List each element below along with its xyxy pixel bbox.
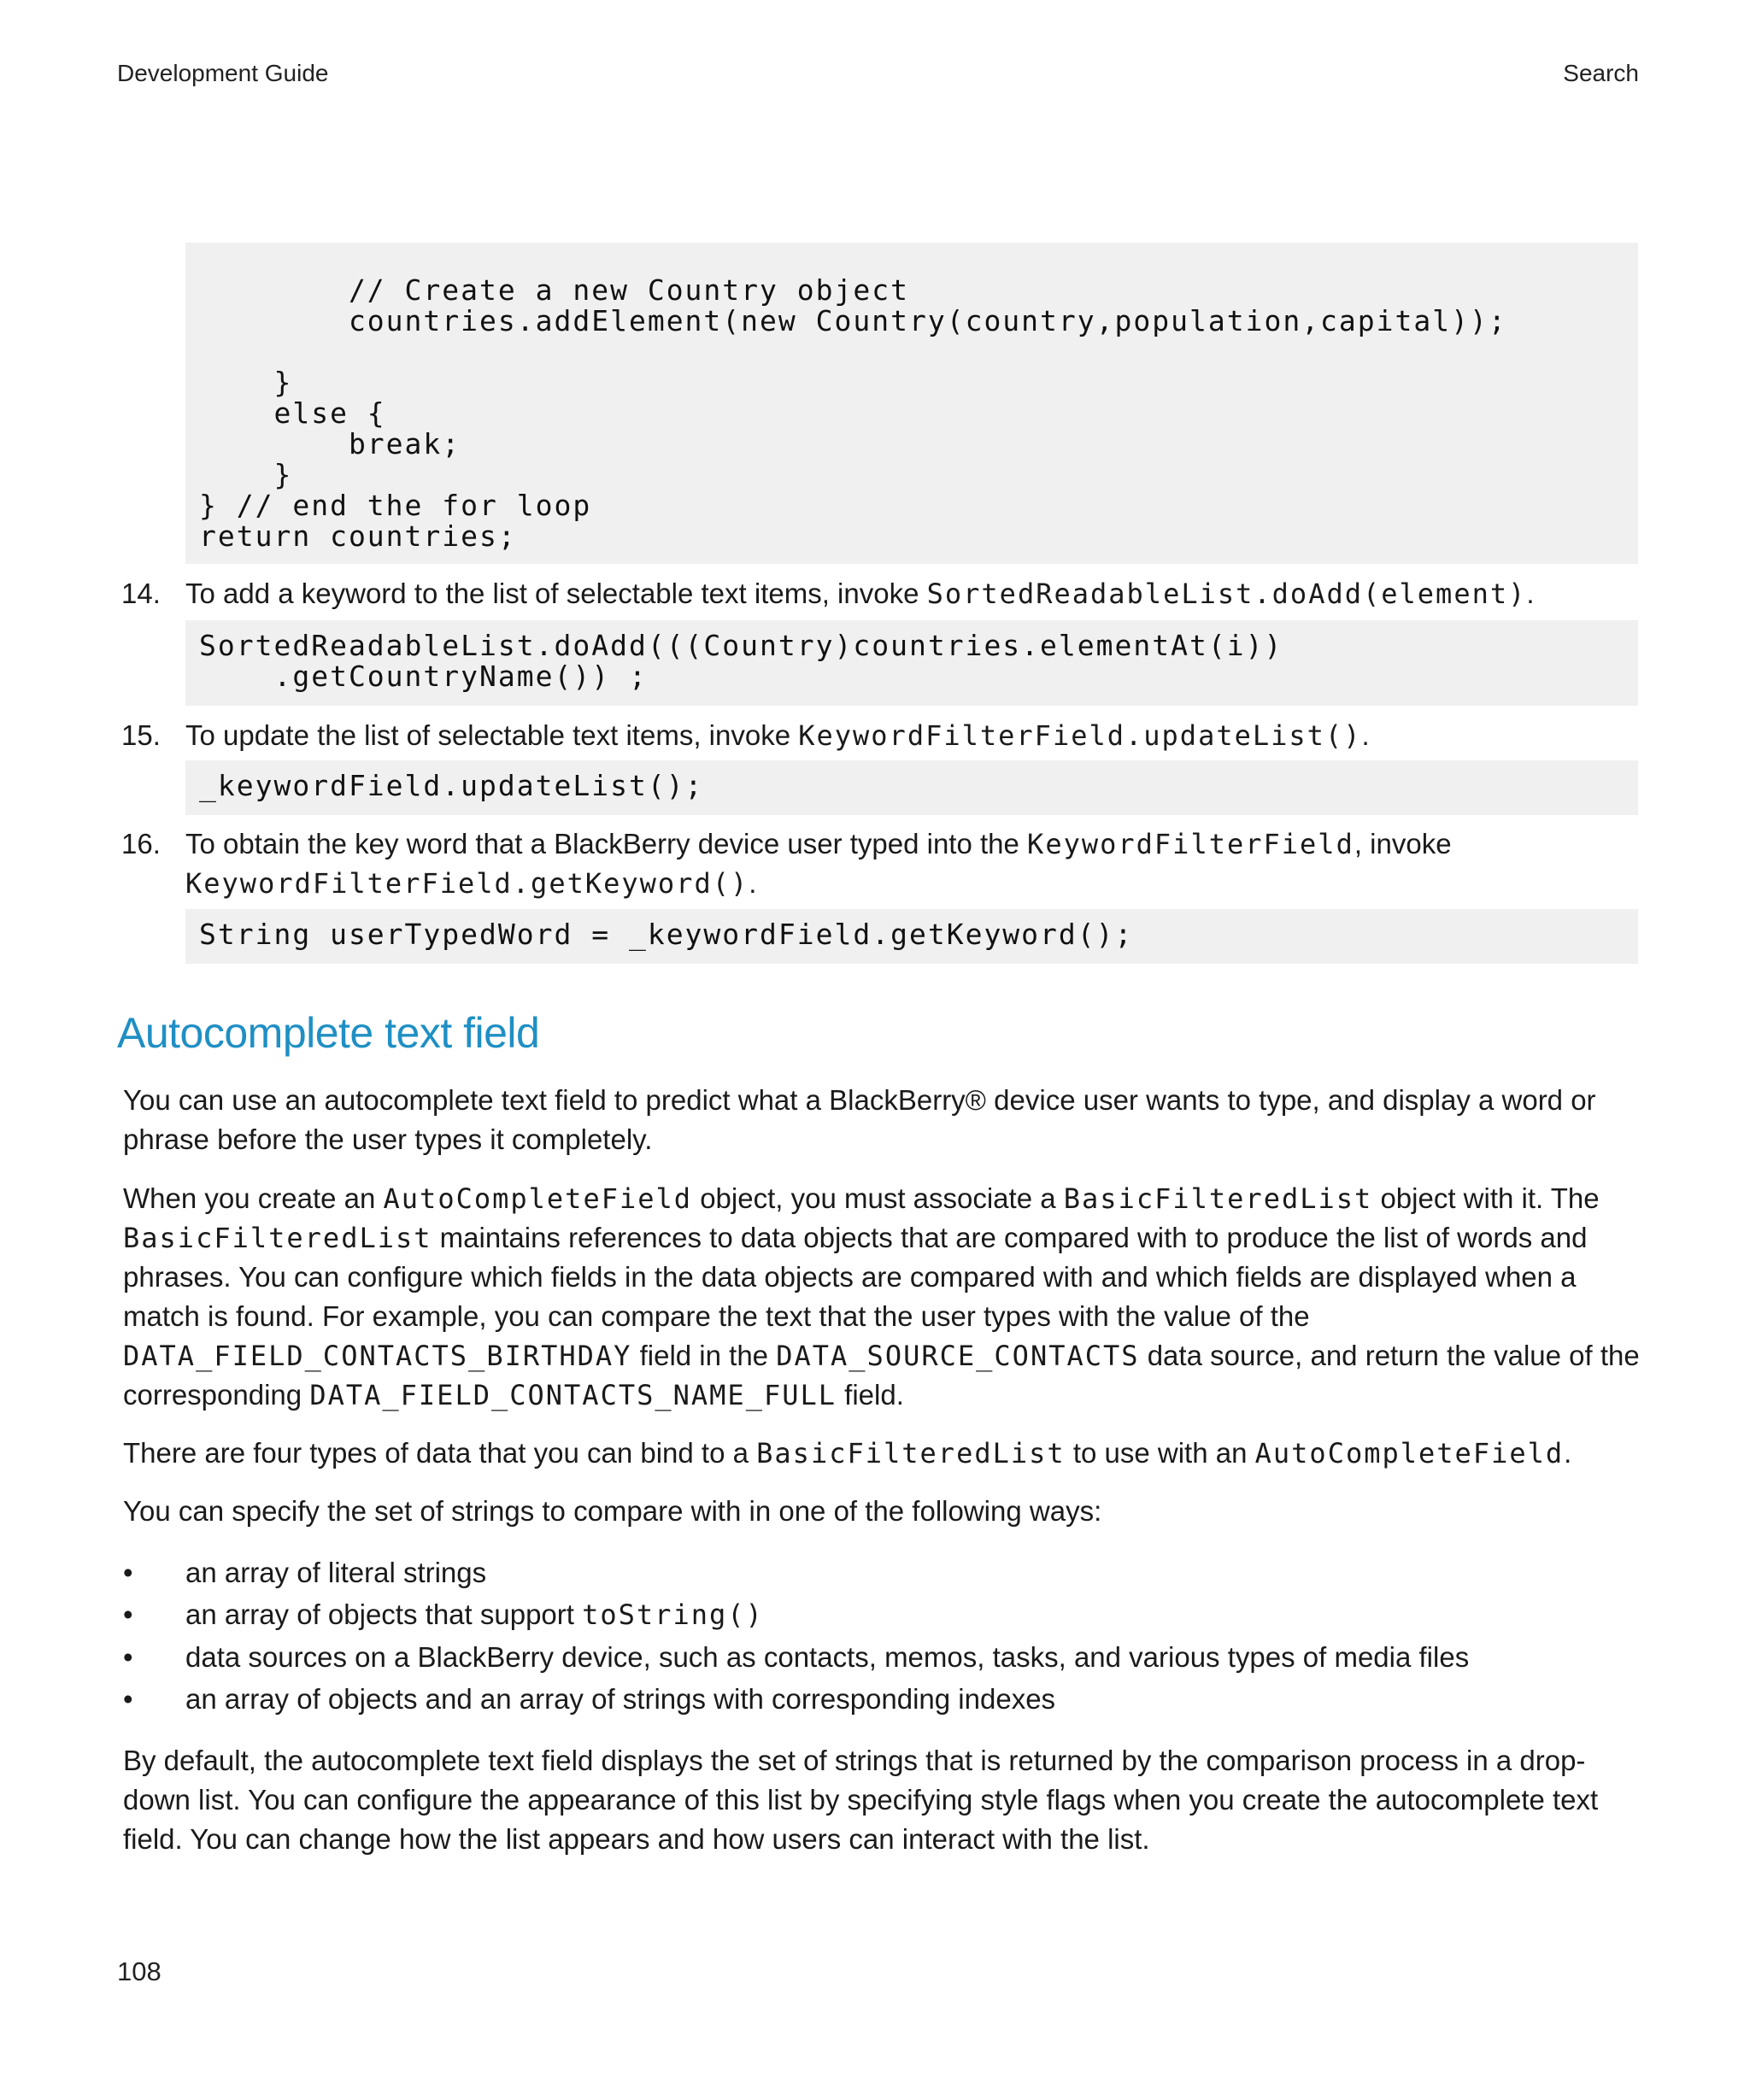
inline-code: BasicFilteredList	[756, 1437, 1066, 1469]
bullet-icon: •	[123, 1641, 133, 1673]
inline-code: toString()	[582, 1598, 764, 1631]
step-15	[121, 716, 1639, 755]
bullet-icon: •	[123, 1598, 133, 1630]
step-16	[121, 824, 1639, 903]
inline-code: BasicFilteredList	[123, 1222, 432, 1254]
paragraph-data-types: There are four types of data that you can bind to a BasicFilteredList to use with an AutoCompleteField.	[123, 1437, 1572, 1469]
step-number: 15.	[121, 719, 161, 751]
step-text: To obtain the key word that a BlackBerry device user typed into the KeywordFilterField, invoke KeywordFilterField.getKeyword().	[185, 828, 1452, 900]
inline-code: KeywordFilterField.updateList()	[798, 719, 1362, 752]
inline-code: DATA_FIELD_CONTACTS_NAME_FULL	[309, 1379, 837, 1411]
running-header-section: Search	[1563, 60, 1639, 86]
inline-code: SortedReadableList.doAdd(element)	[926, 578, 1527, 610]
step-text: To add a keyword to the list of selectable text items, invoke SortedReadableList.doAdd(element).	[185, 578, 1535, 610]
running-header-title: Development Guide	[117, 60, 329, 86]
inline-code: AutoCompleteField	[383, 1182, 693, 1215]
inline-code: BasicFilteredList	[1063, 1182, 1373, 1215]
section-heading: Autocomplete text field	[117, 1009, 540, 1057]
step-number: 14.	[121, 578, 161, 609]
list-item: • an array of objects that support toString()	[123, 1593, 1644, 1636]
step-14	[121, 574, 1639, 613]
inline-code: DATA_FIELD_CONTACTS_BIRTHDAY	[123, 1340, 632, 1372]
code-block-updatelist: _keywordField.updateList();	[185, 760, 1638, 815]
inline-code: DATA_SOURCE_CONTACTS	[776, 1340, 1140, 1372]
paragraph-association: When you create an AutoCompleteField object, you must associate a BasicFilteredList object with it. The BasicFilteredList maintains references to data objects that are compared with to produce the list of words and phrases. You can configure which fields in the data objects are compared with and which fields are displayed when a match is found. For example, you can compare the text that the user types with the value of the DATA_FIELD_CONTACTS_BIRTHDAY field in the DATA_SOURCE_CONTACTS data source, and return the value of the corresponding DATA_FIELD_CONTACTS_NAME_FULL field.	[123, 1182, 1640, 1411]
step-number: 16.	[121, 828, 161, 859]
inline-code: KeywordFilterField	[1027, 828, 1354, 860]
page-number: 108	[117, 1956, 161, 1986]
bullet-icon: •	[123, 1683, 133, 1715]
bullet-icon: •	[123, 1557, 133, 1588]
list-item: • an array of literal strings	[123, 1552, 1644, 1593]
list-item: • data sources on a BlackBerry device, such as contacts, memos, tasks, and various types of media files	[123, 1636, 1644, 1678]
step-text: To update the list of selectable text items, invoke KeywordFilterField.updateList().	[185, 719, 1370, 752]
paragraph-intro: You can use an autocomplete text field to predict what a BlackBerry® device user wants to type, and display a word or phrase before the user types it completely.	[123, 1084, 1596, 1155]
paragraph-specify-strings: You can specify the set of strings to compare with in one of the following ways:	[123, 1495, 1102, 1527]
list-item: • an array of objects and an array of strings with corresponding indexes	[123, 1678, 1644, 1720]
code-block-getkeyword: String userTypedWord = _keywordField.getKeyword();	[185, 909, 1638, 964]
inline-code: AutoCompleteField	[1254, 1437, 1565, 1469]
paragraph-default-behavior: By default, the autocomplete text field displays the set of strings that is returned by the comparison process in a drop-down list. You can configure the appearance of this list by specifying style flags when you create the autocomplete text field. You can change how the list appears and how users can interact with the list.	[123, 1745, 1599, 1855]
bullet-list	[123, 1552, 1644, 1720]
inline-code: KeywordFilterField.getKeyword()	[185, 867, 749, 900]
code-block-doadd: SortedReadableList.doAdd(((Country)countries.elementAt(i)) .getCountryName()) ;	[185, 620, 1638, 706]
code-block-countries-loop: // Create a new Country object countries.addElement(new Country(country,population,capital)); } else { break; } } // end the for loop return countries;	[185, 243, 1638, 564]
